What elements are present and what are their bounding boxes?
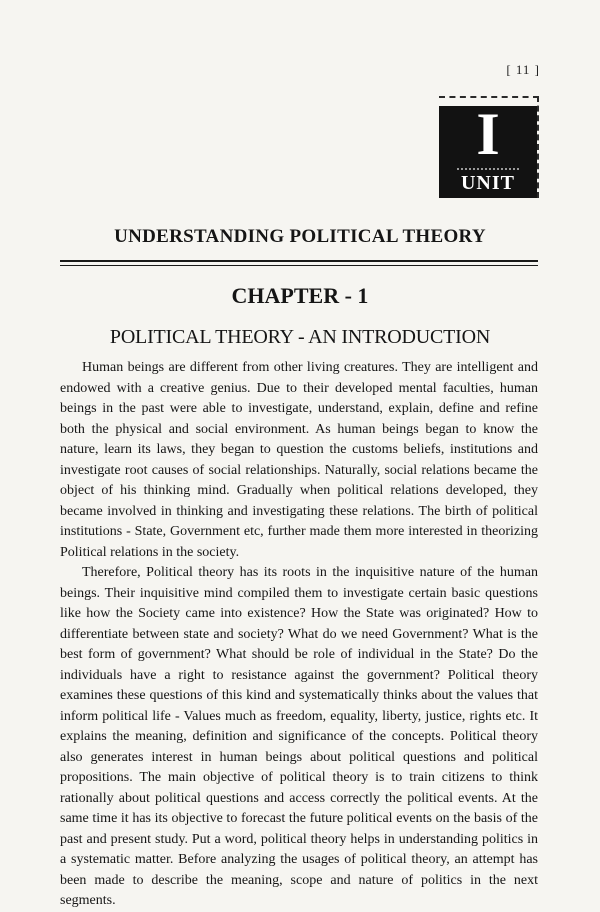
page-number: [ 11 ] (506, 62, 540, 77)
unit-badge (439, 96, 539, 198)
chapter-heading: CHAPTER - 1 (231, 283, 369, 308)
title-rule-thick (60, 260, 538, 262)
unit-block (439, 101, 537, 198)
unit-numeral: I (476, 101, 500, 167)
unit-label: UNIT (460, 172, 515, 194)
chapter-title: POLITICAL THEORY - AN INTRODUCTION (109, 326, 491, 348)
unit-divider (457, 168, 519, 170)
paragraph-2: Therefore, Political theory has its roots in the inquisitive nature of the human beings. Their inquisitive mind compiled them to investigate certain basic questions like how the Society came into existence? How the State was originated? How to differentiate between state and society? What do we need Government? What is the best form of government? What should be role of individual in the State? Do the individuals have a right to resistance against the government? Political theory examines these questions of this kind and systematically thinks about the values that inform political life - Values much as freedom, equality, liberty, justice, rights etc. It explains the meaning, definition and significance of the concepts. Political theory also generates interest in human beings about political questions and political propositions. The main objective of political theory is to train citizens to think rationally about political questions and access correctly the political events. At the same time it has its objective to forecast the future political events on the basis of the past and present study. Put a word, political theory helps in understanding politics in a systematic matter. Before analyzing the usages of political theory, an attempt has been made to describe the meaning, scope and nature of politics in the next segments. (60, 565, 538, 908)
unit-title: UNDERSTANDING POLITICAL THEORY (114, 226, 486, 247)
paragraph-1: Human beings are different from other living creatures. They are intelligent and endowed with a creative genius. Due to their developed mental faculties, human beings in the past were able to investigate, understand, explain, define and refine both the physical and social environment. As human beings began to know the nature, learn its laws, they began to question the customs beliefs, institutions and investigate root causes of social relationships. Naturally, social relations became the object of his thinking mind. Gradually when political relations developed, they became involved in thinking and investigating these relations. The birth of political institutions - State, Government etc, further made them more interested in theorizing Political relations in the society. (60, 360, 538, 560)
title-rule-thin (60, 265, 538, 266)
body-text (60, 358, 538, 912)
